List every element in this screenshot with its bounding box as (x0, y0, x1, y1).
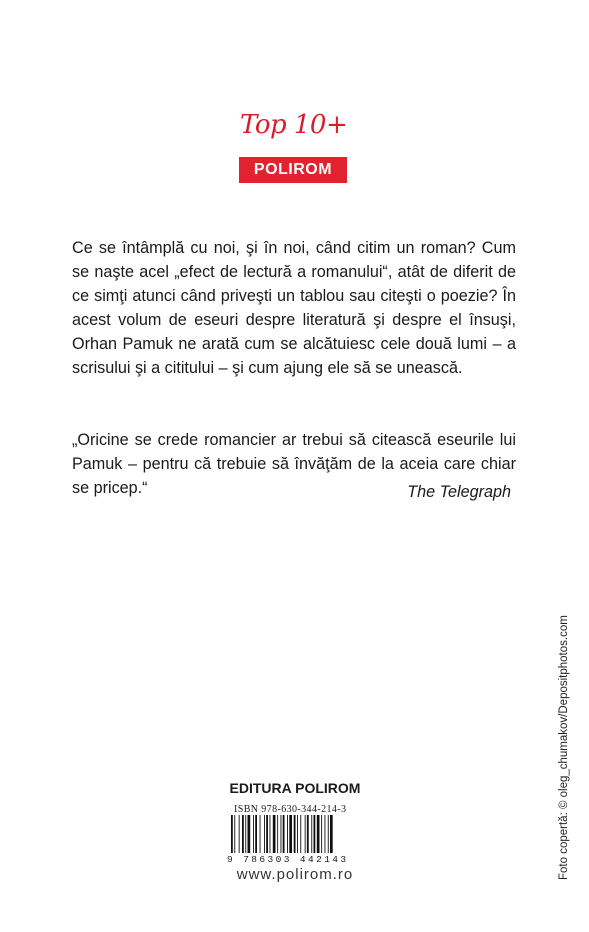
photo-credit: Foto copertă: © oleg_chumakov/Depositphotos.com (558, 615, 570, 880)
review-quote: „Oricine se crede romancier ar trebui să citească eseurile lui Pamuk – pentru că trebuie să învăţăm de la aceia care chiar se pricep.“ (72, 431, 516, 497)
website-link[interactable]: www.polirom.ro (236, 866, 354, 883)
barcode-digits: 9 786303 442143 (227, 854, 349, 865)
series-logo: Top 10+ (240, 110, 348, 140)
publisher-name: EDITURA POLIROM (229, 780, 361, 796)
barcode-block (227, 804, 377, 864)
review-source: The Telegraph (407, 483, 511, 501)
book-description: Ce se întâmplă cu noi, şi în noi, când citim un roman? Cum se naşte acel „efect de lectură a romanului“, atât de diferit de ce simţi atunci când priveşti un tablou sau citeşti o poezie? În acest volum de eseuri despre literatură şi despre el însuşi, Orhan Pamuk ne arată cum se alcătuiesc cele două lumi – a scrisului şi a cititului – şi cum ajung ele să se unească. (72, 239, 516, 377)
isbn-label: ISBN 978-630-344-214-3 (234, 804, 347, 815)
publisher-logo: POLIROM (239, 157, 347, 183)
barcode-image (227, 815, 377, 855)
